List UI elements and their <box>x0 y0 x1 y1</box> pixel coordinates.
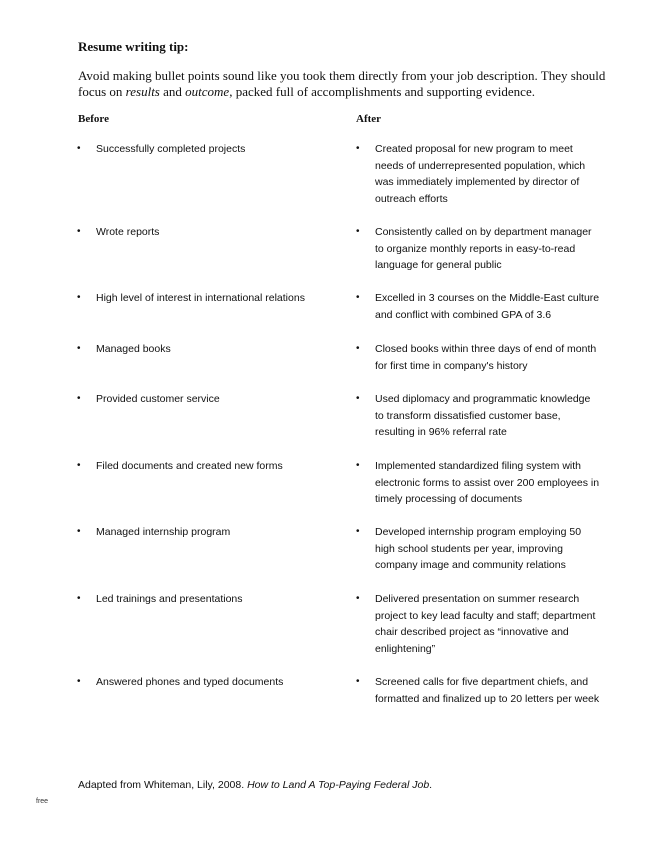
before-item: Managed books <box>96 343 171 355</box>
bullet-icon: • <box>356 343 360 354</box>
tip-title: Resume writing tip: <box>78 39 189 54</box>
bullet-icon: • <box>356 593 360 604</box>
intro-text-2: and <box>159 84 186 99</box>
bullet-icon: • <box>356 393 360 404</box>
column-header-before: Before <box>78 113 109 125</box>
bullet-icon: • <box>356 676 360 687</box>
footer-note: free <box>36 798 49 805</box>
bullet-icon: • <box>356 526 360 537</box>
after-item: Closed books within three days of end of month for first time in company's history <box>375 343 597 372</box>
bullet-icon: • <box>356 226 360 237</box>
credit-suffix: . <box>429 779 433 791</box>
bullet-icon: • <box>77 460 81 471</box>
intro-paragraph <box>78 68 618 100</box>
bullet-icon: • <box>77 226 81 237</box>
bullet-icon: • <box>77 343 81 354</box>
bullet-icon: • <box>77 526 81 537</box>
after-item: Consistently called on by department manager to organize monthly reports in easy-to-read language for general public <box>375 226 592 271</box>
before-item: Provided customer service <box>96 393 220 405</box>
after-item: Created proposal for new program to meet needs of underrepresented population, which was immediately implemented by director of outreach efforts <box>375 143 586 205</box>
before-item: Successfully completed projects <box>96 143 246 155</box>
bullet-icon: • <box>356 460 360 471</box>
intro-emphasis-results: results <box>125 84 160 99</box>
bullet-icon: • <box>77 393 81 404</box>
bullet-icon: • <box>77 292 81 303</box>
credit-book-title: How to Land A Top-Paying Federal Job <box>247 779 430 791</box>
bullet-icon: • <box>77 593 81 604</box>
before-item: Filed documents and created new forms <box>96 460 283 472</box>
before-item: Managed internship program <box>96 526 231 538</box>
column-header-after: After <box>356 113 382 125</box>
bullet-icon: • <box>77 676 81 687</box>
after-item: Screened calls for five department chiefs, and formatted and finalized up to 20 letters per week <box>375 676 600 705</box>
after-item: Excelled in 3 courses on the Middle-East culture and conflict with combined GPA of 3.6 <box>375 292 600 321</box>
after-item: Developed internship program employing 50 high school students per year, improving company image and community relations <box>375 526 582 571</box>
source-credit <box>78 779 432 791</box>
before-item: Led trainings and presentations <box>96 593 243 605</box>
intro-emphasis-outcome: outcome <box>185 84 230 99</box>
intro-text-1: Avoid making bullet points sound like you took them directly from your job description. They should focus on <box>78 68 606 99</box>
before-item: Wrote reports <box>96 226 160 238</box>
bullet-icon: • <box>356 143 360 154</box>
bullet-icon: • <box>77 143 81 154</box>
bullet-icon: • <box>356 292 360 303</box>
credit-prefix: Adapted from Whiteman, Lily, 2008. <box>78 779 248 791</box>
before-item: Answered phones and typed documents <box>96 676 284 688</box>
intro-text-3: , packed full of accomplishments and supporting evidence. <box>229 84 535 99</box>
after-item: Implemented standardized filing system with electronic forms to assist over 200 employees in timely processing of documents <box>375 460 600 505</box>
before-item: High level of interest in international relations <box>96 292 305 304</box>
after-item: Delivered presentation on summer research project to key lead faculty and staff; department chair described project as “innovative and enlightening” <box>375 593 596 655</box>
after-item: Used diplomacy and programmatic knowledge to transform dissatisfied customer base, resulting in 96% referral rate <box>375 393 591 438</box>
